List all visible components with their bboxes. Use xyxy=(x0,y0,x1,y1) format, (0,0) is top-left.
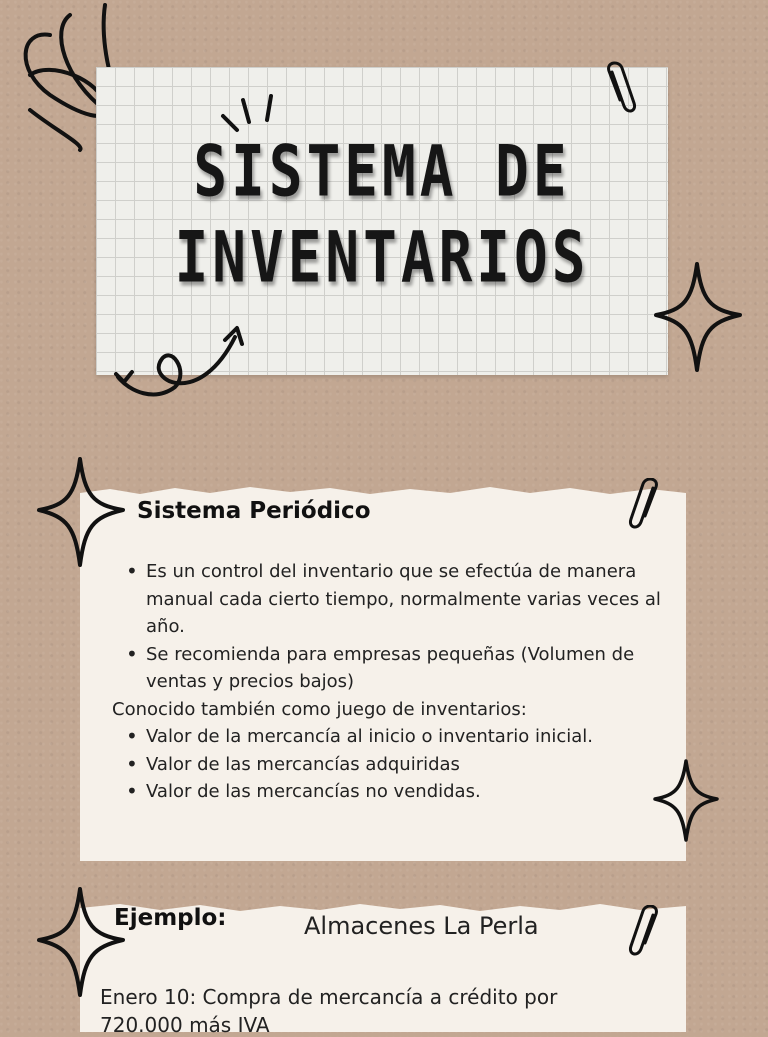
sparkle-icon xyxy=(652,758,720,843)
paperclip-icon xyxy=(625,905,665,965)
description-list xyxy=(112,558,682,696)
paperclip-icon xyxy=(600,58,640,118)
example-title: Ejemplo: xyxy=(114,905,227,931)
sparkle-icon xyxy=(650,260,745,375)
example-line: 720.000 más IVA xyxy=(100,1013,270,1037)
page-title-line2: INVENTARIOS xyxy=(174,217,590,300)
components-list xyxy=(112,723,682,806)
burst-lines-icon xyxy=(215,92,285,137)
list-item: • Valor de las mercancías no vendidas. xyxy=(112,778,682,806)
example-line: Enero 10: Compra de mercancía a crédito por xyxy=(100,985,558,1009)
company-name: Almacenes La Perla xyxy=(304,912,539,940)
components-intro: Conocido también como juego de inventarios: xyxy=(112,699,527,720)
page-title-line1: SISTEMA DE xyxy=(193,131,571,214)
torn-edge xyxy=(80,485,686,499)
list-item: • Valor de las mercancías adquiridas xyxy=(112,751,682,779)
sparkle-icon xyxy=(33,885,128,1000)
section-title: Sistema Periódico xyxy=(137,498,371,524)
sparkle-icon xyxy=(33,455,128,570)
list-item: • Se recomienda para empresas pequeñas (Volumen de ventas y precios bajos) xyxy=(112,641,682,696)
list-item: • Es un control del inventario que se efectúa de manera manual cada cierto tiempo, normalmente varias veces al año. xyxy=(112,558,682,641)
arrow-doodle-icon xyxy=(110,322,250,407)
list-item: • Valor de la mercancía al inicio o inventario inicial. xyxy=(112,723,682,751)
paperclip-icon xyxy=(625,478,665,538)
